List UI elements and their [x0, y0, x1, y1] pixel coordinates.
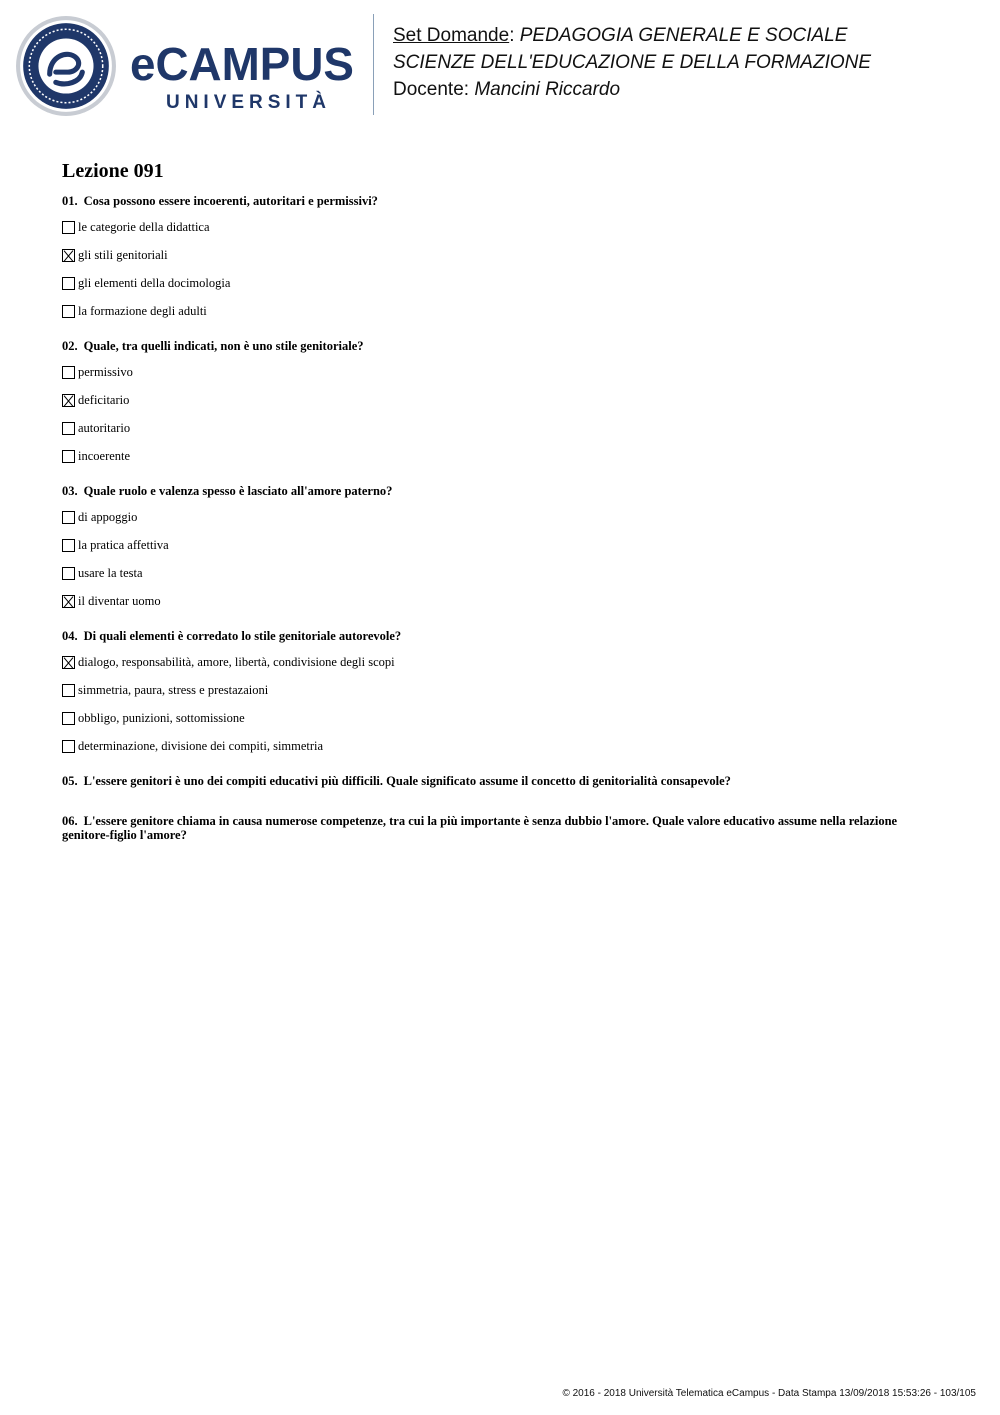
checkbox[interactable]	[62, 567, 75, 580]
question-03	[62, 484, 942, 615]
checkbox[interactable]	[62, 684, 75, 697]
question-02	[62, 339, 942, 470]
option-label: la pratica affettiva	[78, 537, 169, 552]
docente-name: Mancini Riccardo	[474, 79, 621, 100]
option-label: le categorie della didattica	[78, 219, 210, 234]
question-label: Quale ruolo e valenza spesso è lasciato all'amore paterno?	[83, 484, 393, 498]
question-label: Di quali elementi è corredato lo stile genitoriale autorevole?	[83, 629, 402, 643]
course-line-2: SCIENZE DELL'EDUCAZIONE E DELLA FORMAZIONE	[393, 52, 872, 73]
header-divider	[373, 14, 374, 115]
question-number: 06.	[62, 814, 78, 828]
docente-line	[393, 76, 871, 103]
question-04	[62, 629, 942, 760]
question-06	[62, 814, 942, 842]
checkbox-checked[interactable]	[62, 595, 75, 608]
checkbox[interactable]	[62, 422, 75, 435]
checkbox[interactable]	[62, 511, 75, 524]
ecampus-wordmark-logo	[130, 38, 360, 114]
option[interactable]	[62, 559, 942, 587]
option[interactable]	[62, 414, 942, 442]
option-label: permissivo	[78, 364, 133, 379]
options-list	[62, 503, 942, 615]
checkbox[interactable]	[62, 450, 75, 463]
option[interactable]	[62, 531, 942, 559]
question-05	[62, 774, 942, 788]
option[interactable]	[62, 213, 942, 241]
set-label: Set Domande	[393, 25, 510, 46]
option-label: determinazione, divisione dei compiti, simmetria	[78, 738, 324, 753]
checkbox-checked[interactable]	[62, 656, 75, 669]
option-label: usare la testa	[78, 565, 143, 580]
question-text	[62, 194, 942, 208]
option[interactable]	[62, 676, 942, 704]
question-text	[62, 484, 942, 498]
set-line	[393, 22, 871, 49]
question-text	[62, 814, 942, 842]
option-label: di appoggio	[78, 509, 138, 524]
options-list	[62, 358, 942, 470]
checkbox-checked[interactable]	[62, 249, 75, 262]
question-01	[62, 194, 942, 325]
option[interactable]	[62, 297, 942, 325]
question-text	[62, 774, 942, 788]
question-label: L'essere genitori è uno dei compiti educativi più difficili. Quale significato assume il concetto di genitorialità consapevole?	[83, 774, 731, 788]
question-number: 02.	[62, 339, 78, 353]
question-label: L'essere genitore chiama in causa numerose competenze, tra cui la più importante è senza dubbio l'amore. Quale valore educativo assume nella relazione genitore-figlio l'amore?	[62, 814, 898, 842]
checkbox[interactable]	[62, 539, 75, 552]
checkbox-checked[interactable]	[62, 394, 75, 407]
option[interactable]	[62, 732, 942, 760]
option[interactable]	[62, 704, 942, 732]
lesson-title: Lezione 091	[62, 160, 164, 182]
question-label: Quale, tra quelli indicati, non è uno stile genitoriale?	[83, 339, 364, 353]
checkbox[interactable]	[62, 366, 75, 379]
option-label: incoerente	[78, 448, 131, 463]
option-label: gli elementi della docimologia	[78, 275, 231, 290]
option[interactable]	[62, 442, 942, 470]
question-number: 05.	[62, 774, 78, 788]
option-label: il diventar uomo	[78, 593, 161, 608]
option[interactable]	[62, 386, 942, 414]
option-label: la formazione degli adulti	[78, 303, 207, 318]
question-number: 01.	[62, 194, 78, 208]
question-text	[62, 629, 942, 643]
option[interactable]	[62, 269, 942, 297]
page-footer: © 2016 - 2018 Università Telematica eCampus - Data Stampa 13/09/2018 15:53:26 - 103/105	[562, 1388, 976, 1399]
checkbox[interactable]	[62, 277, 75, 290]
option-label: deficitario	[78, 392, 130, 407]
question-number: 03.	[62, 484, 78, 498]
option[interactable]	[62, 503, 942, 531]
options-list	[62, 213, 942, 325]
option-label: simmetria, paura, stress e prestazaioni	[78, 682, 269, 697]
course-line-1: PEDAGOGIA GENERALE E SOCIALE	[519, 25, 848, 46]
checkbox[interactable]	[62, 221, 75, 234]
set-colon: :	[509, 25, 515, 46]
option[interactable]	[62, 648, 942, 676]
option-label: dialogo, responsabilità, amore, libertà, condivisione degli scopi	[78, 654, 395, 669]
option-label: obbligo, punizioni, sottomissione	[78, 710, 245, 725]
option-label: gli stili genitoriali	[78, 247, 168, 262]
question-number: 04.	[62, 629, 78, 643]
options-list	[62, 648, 942, 760]
quiz-content	[62, 160, 942, 868]
question-label: Cosa possono essere incoerenti, autoritari e permissivi?	[83, 194, 378, 208]
question-text	[62, 339, 942, 353]
ecampus-seal-logo	[15, 15, 117, 117]
header-info	[393, 22, 871, 103]
option[interactable]	[62, 358, 942, 386]
checkbox[interactable]	[62, 740, 75, 753]
option-label: autoritario	[78, 420, 131, 435]
brand-text: eCAMPUS	[130, 38, 354, 90]
checkbox[interactable]	[62, 305, 75, 318]
brand-subtext: UNIVERSITÀ	[166, 92, 326, 113]
option[interactable]	[62, 241, 942, 269]
checkbox[interactable]	[62, 712, 75, 725]
docente-label: Docente:	[393, 79, 470, 100]
option[interactable]	[62, 587, 942, 615]
